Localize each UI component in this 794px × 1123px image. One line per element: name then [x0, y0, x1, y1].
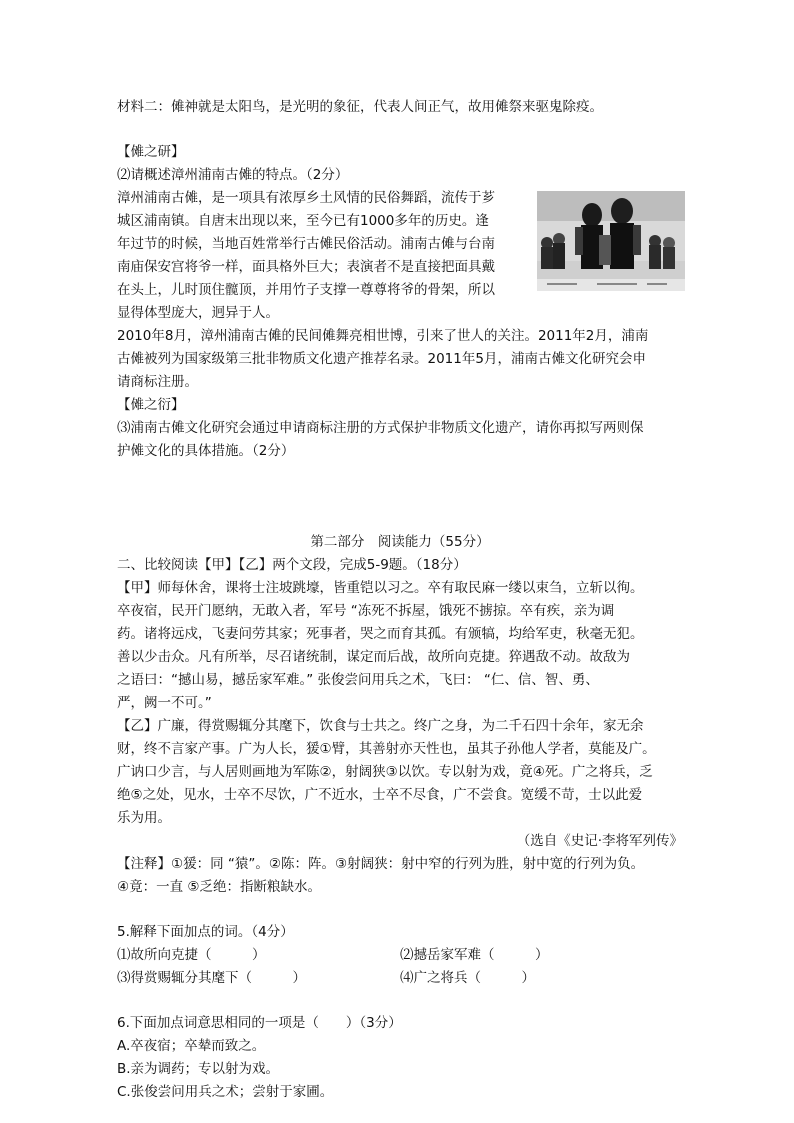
part-two-intro: 二、比较阅读【甲】【乙】两个文段，完成5-9题。（18分）	[117, 557, 467, 573]
passage-yi-line: 财，终不言家产事。广为人长，猨①臂，其善射亦天性也，虽其子孙他人学者，莫能及广。	[117, 741, 656, 757]
question-5-row	[117, 967, 683, 990]
question-3-line: 护傩文化的具体措施。（2分）	[117, 443, 295, 459]
para2-line: 请商标注册。	[117, 374, 198, 390]
para2-line: 古傩被列为国家级第三批非物质文化遗产推荐名录。2011年5月，浦南古傩文化研究会申	[117, 351, 646, 367]
notes-line: 【注释】①猨：同 “猿”。②陈：阵。③射阔狭：射中窄的行列为胜，射中宽的行列为负。	[117, 856, 645, 872]
question-5-stem: 5.解释下面加点的词。（4分）	[117, 924, 294, 940]
question-5-option-4: ⑷广之将兵（ ）	[400, 970, 535, 986]
passage-jia-line: 严，阙一不可。”	[117, 695, 212, 711]
passage-jia-line: 【甲】师每休舍，课将士注坡跳壕，皆重铠以习之。卒有取民麻一缕以束刍，立斩以徇。	[117, 580, 644, 596]
para-line: 漳州浦南古傩，是一项具有浓厚乡土风情的民俗舞蹈，流传于芗	[117, 190, 495, 206]
question-3-line: ⑶浦南古傩文化研究会通过申请商标注册的方式保护非物质文化遗产，请你再拟写两则保	[117, 420, 644, 436]
part-two-title: 第二部分 阅读能力（55分）	[310, 534, 490, 550]
para2-line: 2010年8月，漳州浦南古傩的民间傩舞亮相世博，引来了世人的关注。2011年2月，浦南	[117, 328, 649, 344]
para-line: 显得体型庞大，迥异于人。	[117, 305, 279, 321]
passage-yi-line: 广讷口少言，与人居则画地为军陈②，射阔狭③以饮。专以射为戏，竟④死。广之将兵，乏	[117, 764, 653, 780]
passage-yi-line: 绝⑤之处，见水，士卒不尽饮，广不近水，士卒不尽食，广不尝食。宽缓不苛，士以此爱	[117, 787, 643, 803]
section-heading-nuo-yan2: 【傩之衍】	[117, 397, 185, 413]
passage-jia-line: 善以少击众。凡有所举，尽召诸统制，谋定而后战，故所向克捷。猝遇敌不动。故敌为	[117, 649, 630, 665]
passage-jia-line: 药。诸将远戍，飞妻问劳其家；死事者，哭之而育其孤。有颁犒，均给军吏，秋毫无犯。	[117, 626, 644, 642]
section-heading-nuo-yan: 【傩之研】	[117, 144, 185, 160]
question-6-option-b: B.亲为调药；专以射为戏。	[117, 1061, 280, 1077]
passage-jia-line: 之语曰：“撼山易，撼岳家军难。” 张俊尝问用兵之术，飞曰： “仁、信、智、勇、	[117, 672, 599, 688]
question-2: ⑵请概述漳州浦南古傩的特点。（2分）	[117, 167, 349, 183]
para-line: 城区浦南镇。自唐末出现以来，至今已有1000多年的历史。逢	[117, 213, 489, 229]
question-6-option-a: A.卒夜宿；卒辇而致之。	[117, 1038, 266, 1054]
para-line: 在头上，儿时顶住髋顶，并用竹子支撑一尊尊将爷的骨架，所以	[117, 282, 495, 298]
question-5-option-2: ⑵撼岳家军难（ ）	[400, 947, 549, 963]
question-5-row	[117, 944, 683, 967]
notes-line: ④竟：一直 ⑤乏绝：指断粮缺水。	[117, 879, 321, 895]
passage-yi-line: 乐为用。	[117, 810, 171, 826]
nuo-intro-block	[117, 187, 683, 325]
question-5-option-3: ⑶得赏赐辄分其麾下（ ）	[117, 970, 306, 986]
question-6-option-c: C.张俊尝问用兵之术；尝射于家圃。	[117, 1084, 334, 1100]
passage-yi-line: 【乙】广廉，得赏赐辄分其麾下，饮食与士共之。终广之身，为二千石四十余年，家无余	[117, 718, 644, 734]
para-line: 年过节的时候，当地百姓常举行古傩民俗活动。浦南古傩与台南	[117, 236, 495, 252]
passage-source: （选自《史记·李将军列传》	[516, 833, 683, 849]
para-line: 南庙保安宫将爷一样，面具格外巨大；表演者不是直接把面具戴	[117, 259, 495, 275]
material-two: 材料二：傩神就是太阳鸟，是光明的象征，代表人间正气，故用傩祭来驱鬼除疫。	[117, 99, 603, 115]
photo-illustration	[537, 191, 685, 291]
nuo-performance-photo	[537, 191, 685, 291]
question-6-stem: 6.下面加点词意思相同的一项是（ ）（3分）	[117, 1015, 402, 1031]
question-5-option-1: ⑴故所向克捷（ ）	[117, 947, 266, 963]
passage-jia-line: 卒夜宿，民开门愿纳，无敢入者，军号 “冻死不拆屋，饿死不掳掠。卒有疾，亲为调	[117, 603, 615, 619]
exam-page	[117, 96, 683, 1104]
